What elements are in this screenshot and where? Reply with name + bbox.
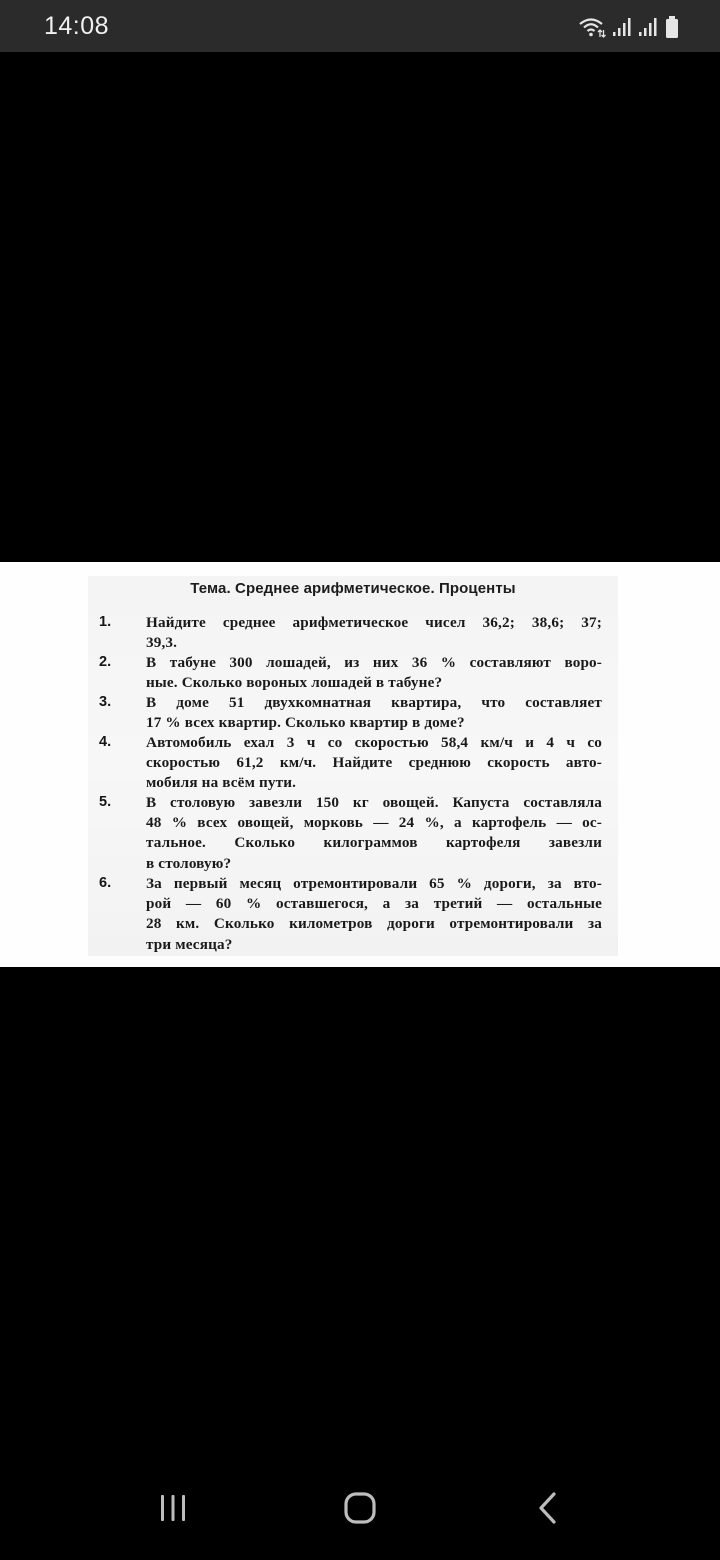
wifi-icon (578, 16, 606, 38)
status-time: 14:08 (44, 12, 110, 40)
problem-line: скоростью 61,2 км/ч. Найдите среднюю скорость авто- (146, 754, 602, 772)
status-bar (0, 0, 720, 52)
problem-text (146, 693, 602, 733)
back-button[interactable] (518, 1488, 578, 1532)
problem-line: рой — 60 % оставшегося, а за третий — остальные (146, 895, 602, 913)
document-title: Тема. Среднее арифметическое. Проценты (190, 580, 516, 597)
recent-apps-button[interactable] (143, 1488, 203, 1532)
status-icons (578, 14, 680, 40)
problem-text (146, 793, 602, 874)
problem-line: мобиля на всём пути. (146, 774, 297, 792)
signal-icon (612, 16, 632, 38)
problem-line: Найдите среднее арифметическое чисел 36,2; 38,6; 37; (146, 614, 602, 631)
problem-line: 48 % всех овощей, морковь — 24 %, а картофель — ос- (146, 814, 602, 832)
navigation-bar (0, 1460, 720, 1560)
back-icon (536, 1491, 560, 1530)
problem-number: 2. (99, 654, 112, 670)
problem-number: 1. (99, 614, 112, 630)
problem-number: 5. (99, 794, 112, 810)
home-icon (343, 1491, 377, 1530)
problem-number: 3. (99, 694, 112, 710)
problem-line: в столовую? (146, 854, 232, 872)
problem-text (146, 653, 602, 693)
problem-number: 4. (99, 734, 112, 750)
problem-line: В табуне 300 лошадей, из них 36 % составляют воро- (146, 654, 602, 671)
problem-text (146, 733, 602, 794)
problem-line: Автомобиль ехал 3 ч со скоростью 58,4 км/ч и 4 ч со (146, 734, 602, 751)
problem-line: В доме 51 двухкомнатная квартира, что составляет (146, 694, 602, 711)
problem-line: 39,3. (146, 634, 178, 652)
problem-line: ные. Сколько вороных лошадей в табуне? (146, 674, 443, 692)
signal-icon (638, 16, 658, 38)
problem-line: 17 % всех квартир. Сколько квартир в доме? (146, 714, 465, 732)
recent-apps-icon (158, 1493, 188, 1528)
problem-line: три месяца? (146, 935, 233, 953)
battery-icon (664, 15, 680, 39)
problem-text (146, 613, 602, 653)
problem-line: В столовую завезли 150 кг овощей. Капуста составляла (146, 794, 602, 811)
document-photo[interactable] (0, 562, 720, 967)
problem-number: 6. (99, 875, 112, 891)
problem-line: 28 км. Сколько километров дороги отремонтировали за (146, 915, 602, 933)
problem-line: тальное. Сколько килограммов картофеля завезли (146, 834, 602, 852)
problem-line: За первый месяц отремонтировали 65 % дороги, за вто- (146, 875, 602, 892)
problem-text (146, 874, 602, 955)
home-button[interactable] (330, 1488, 390, 1532)
